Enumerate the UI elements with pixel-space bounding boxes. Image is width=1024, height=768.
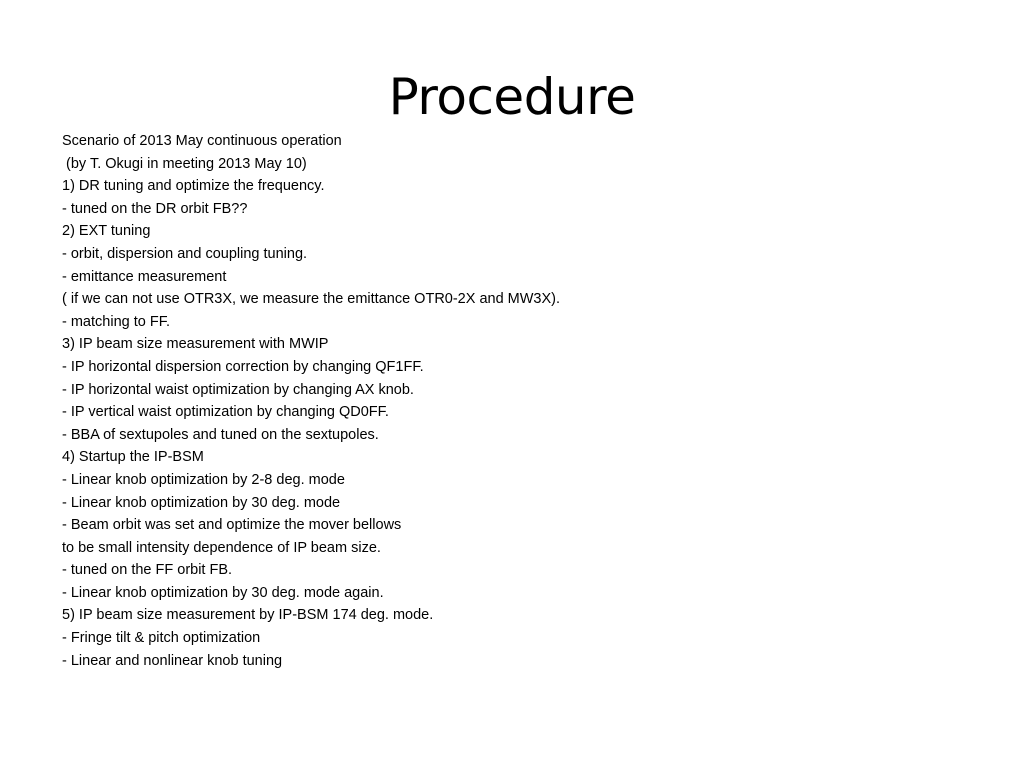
procedure-line: ( if we can not use OTR3X, we measure the emittance OTR0-2X and MW3X). [62, 291, 561, 308]
procedure-line: - BBA of sextupoles and tuned on the sextupoles. [62, 426, 379, 443]
procedure-line: 2) EXT tuning [62, 223, 151, 240]
procedure-line: - Fringe tilt & pitch optimization [62, 630, 261, 647]
slide-title: Procedure [388, 68, 636, 126]
procedure-line: (by T. Okugi in meeting 2013 May 10) [62, 155, 307, 172]
procedure-line: Scenario of 2013 May continuous operation [62, 133, 342, 149]
procedure-line: - IP horizontal waist optimization by changing AX knob. [62, 381, 414, 398]
procedure-list [62, 130, 962, 672]
procedure-line: - IP horizontal dispersion correction by changing QF1FF. [62, 358, 424, 375]
procedure-line: 3) IP beam size measurement with MWIP [62, 336, 329, 353]
procedure-line: - matching to FF. [62, 313, 170, 330]
procedure-line: - Linear knob optimization by 30 deg. mode [62, 494, 341, 511]
procedure-line: - tuned on the FF orbit FB. [62, 562, 233, 579]
procedure-line: - Linear knob optimization by 2-8 deg. mode [62, 471, 345, 488]
procedure-line: 5) IP beam size measurement by IP-BSM 174 deg. mode. [62, 607, 434, 624]
procedure-line: 1) DR tuning and optimize the frequency. [62, 178, 325, 195]
procedure-line: - tuned on the DR orbit FB?? [62, 200, 248, 217]
procedure-line: - Linear knob optimization by 30 deg. mode again. [62, 584, 384, 601]
procedure-line: - IP vertical waist optimization by changing QD0FF. [62, 404, 389, 421]
procedure-line: - Beam orbit was set and optimize the mover bellows [62, 517, 402, 534]
procedure-line: - Linear and nonlinear knob tuning [62, 652, 283, 669]
procedure-line: - orbit, dispersion and coupling tuning. [62, 245, 308, 262]
procedure-line: to be small intensity dependence of IP beam size. [62, 539, 381, 556]
procedure-line: 4) Startup the IP-BSM [62, 449, 204, 466]
procedure-line: - emittance measurement [62, 268, 227, 285]
